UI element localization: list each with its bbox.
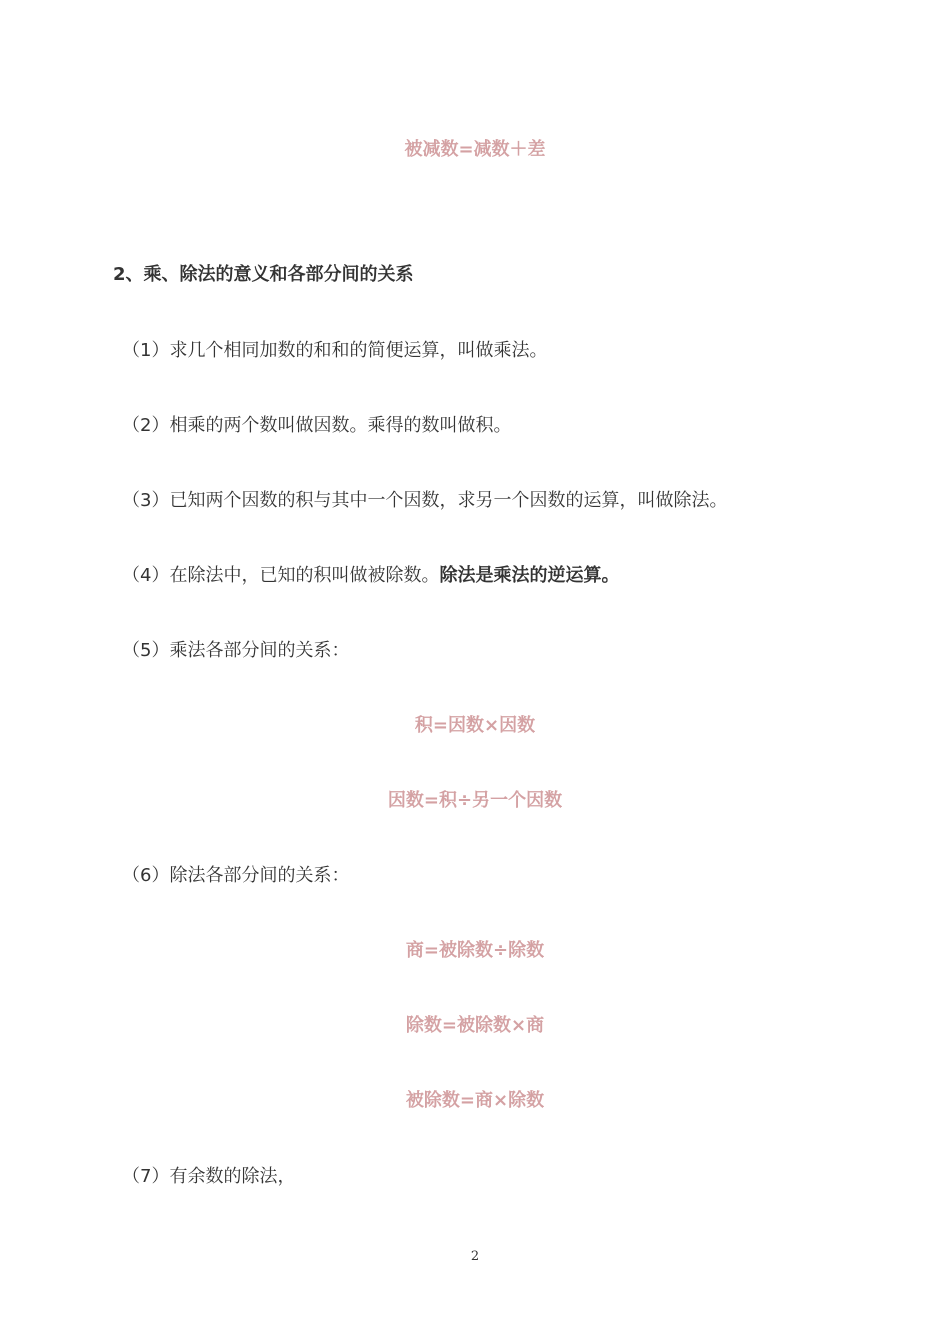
item-4-text: （4）在除法中，已知的积叫做被除数。: [122, 565, 440, 586]
formula-divisor: 除数=被除数×商: [405, 1015, 545, 1036]
item-7: （7）有余数的除法，: [122, 1166, 296, 1187]
section-heading: 2、乘、除法的意义和各部分间的关系: [113, 264, 414, 285]
item-1: （1）求几个相同加数的和和的简便运算，叫做乘法。: [122, 340, 548, 361]
formula-subtraction: 被减数=减数＋差: [404, 139, 546, 160]
item-4: [122, 564, 619, 588]
item-6: （6）除法各部分间的关系：: [122, 865, 350, 886]
page-number: 2: [470, 1249, 480, 1264]
formula-factor: 因数=积÷另一个因数: [387, 790, 563, 811]
item-4-bold-text: 除法是乘法的逆运算。: [439, 565, 620, 586]
item-3: （3）已知两个因数的积与其中一个因数，求另一个因数的运算，叫做除法。: [122, 490, 728, 511]
formula-product: 积=因数×因数: [414, 715, 536, 736]
item-5: （5）乘法各部分间的关系：: [122, 640, 350, 661]
formula-quotient: 商=被除数÷除数: [405, 940, 545, 961]
item-2: （2）相乘的两个数叫做因数。乘得的数叫做积。: [122, 415, 512, 436]
formula-dividend: 被除数=商×除数: [405, 1090, 545, 1111]
